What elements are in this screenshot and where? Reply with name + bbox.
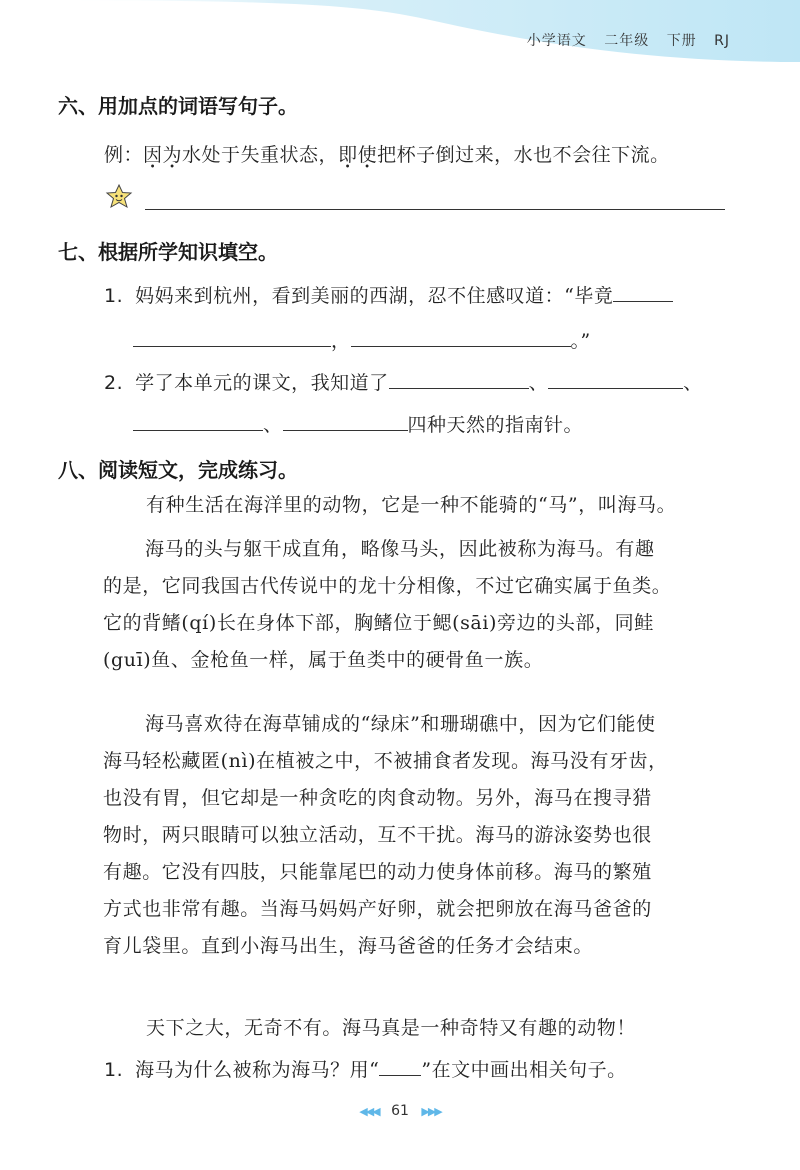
- fill-blank[interactable]: [133, 429, 263, 431]
- star-face-icon: [103, 183, 135, 209]
- q2-end: 四种天然的指南针。: [407, 414, 584, 436]
- fill-blank[interactable]: [351, 345, 571, 347]
- header-subject: 小学语文: [526, 33, 587, 49]
- separator: 、: [528, 372, 549, 394]
- passage-line: 海马的头与躯干成直角，略像马头，因此被称为海马。有趣: [145, 538, 655, 560]
- question-number: 1.: [104, 285, 124, 307]
- left-arrows-icon: ◀◀◀: [359, 1104, 379, 1118]
- dotted-word-char: 使: [357, 144, 378, 166]
- page-number: 61: [391, 1103, 409, 1119]
- passage-line: 海马轻松藏匿(nì)在植被之中，不被捕食者发现。海马没有牙齿，: [103, 750, 668, 772]
- passage-line: 海马喜欢待在海草铺成的“绿床”和珊瑚礁中，因为它们能使: [145, 713, 656, 735]
- passage-line: 方式也非常有趣。当海马妈妈产好卵，就会把卵放在海马爸爸的: [103, 898, 652, 920]
- section-seven-q1-line1: [104, 281, 673, 308]
- passage-paragraph-3: [103, 706, 743, 965]
- dotted-word-char: 为: [162, 144, 183, 166]
- section-eight-title: 八、阅读短文，完成练习。: [58, 458, 298, 482]
- separator: 、: [263, 414, 283, 436]
- underline-symbol: [379, 1074, 421, 1076]
- example-text-part: 水处于失重状态，: [182, 144, 339, 166]
- header-grade: 二年级: [604, 33, 650, 49]
- q1-comma: ，: [331, 330, 351, 352]
- question-number: 2.: [104, 372, 124, 394]
- section-seven-title: 七、根据所学知识填空。: [58, 240, 278, 264]
- passage-line: 有趣。它没有四肢，只能靠尾巴的动力使身体前移。海马的繁殖: [103, 861, 652, 883]
- header-edition: RJ: [714, 33, 730, 49]
- section-eight-q1: [104, 1055, 627, 1082]
- header-book-info: [515, 30, 730, 50]
- answer-line[interactable]: [145, 208, 725, 210]
- fill-blank[interactable]: [283, 429, 408, 431]
- fill-blank[interactable]: [548, 387, 683, 389]
- dotted-word-char: 即: [338, 144, 358, 166]
- question-text: ”在文中画出相关句子。: [421, 1059, 627, 1081]
- example-prefix: 例：: [104, 144, 144, 166]
- section-six-example: [104, 140, 670, 167]
- passage-line: 它的背鳍(qí)长在身体下部，胸鳍位于鳃(sāi)旁边的头部，同鲑: [103, 612, 654, 634]
- section-seven-q2-line2: [133, 410, 583, 437]
- passage-paragraph-2: [103, 531, 743, 679]
- passage-line: 的是，它同我国古代传说中的龙十分相像，不过它确实属于鱼类。: [103, 575, 672, 597]
- fill-blank[interactable]: [613, 300, 673, 302]
- section-six-title: 六、用加点的词语写句子。: [58, 94, 298, 118]
- passage-line: 物时，两只眼睛可以独立活动，互不干扰。海马的游泳姿势也很: [103, 824, 652, 846]
- passage-paragraph-1: 有种生活在海洋里的动物，它是一种不能骑的“马”，叫海马。: [146, 494, 677, 516]
- dotted-word-char: 因: [143, 144, 163, 166]
- section-seven-q2-line1: [104, 368, 703, 395]
- fill-blank[interactable]: [389, 387, 529, 389]
- question-number: 1.: [104, 1059, 124, 1081]
- question-text: 学了本单元的课文，我知道了: [135, 372, 389, 394]
- section-seven-q1-line2: [133, 326, 591, 353]
- example-text-part: 把杯子倒过来，水也不会往下流。: [377, 144, 670, 166]
- passage-line: 育儿袋里。直到小海马出生，海马爸爸的任务才会结束。: [103, 935, 594, 957]
- separator: 、: [683, 372, 703, 394]
- page-footer: [0, 1103, 800, 1119]
- question-text: 妈妈来到杭州，看到美丽的西湖，忍不住感叹道：“毕竟: [135, 285, 614, 307]
- passage-paragraph-4: 天下之大，无奇不有。海马真是一种奇特又有趣的动物！: [146, 1017, 637, 1039]
- passage-line: 也没有胃，但它却是一种贪吃的肉食动物。另外，海马在搜寻猎: [103, 787, 652, 809]
- q1-end: 。”: [570, 330, 591, 352]
- right-arrows-icon: ▶▶▶: [421, 1104, 441, 1118]
- header-volume: 下册: [666, 33, 697, 49]
- question-text: 海马为什么被称为海马？用“: [135, 1059, 380, 1081]
- fill-blank[interactable]: [133, 345, 331, 347]
- passage-line: (guī)鱼、金枪鱼一样，属于鱼类中的硬骨鱼一族。: [103, 649, 544, 671]
